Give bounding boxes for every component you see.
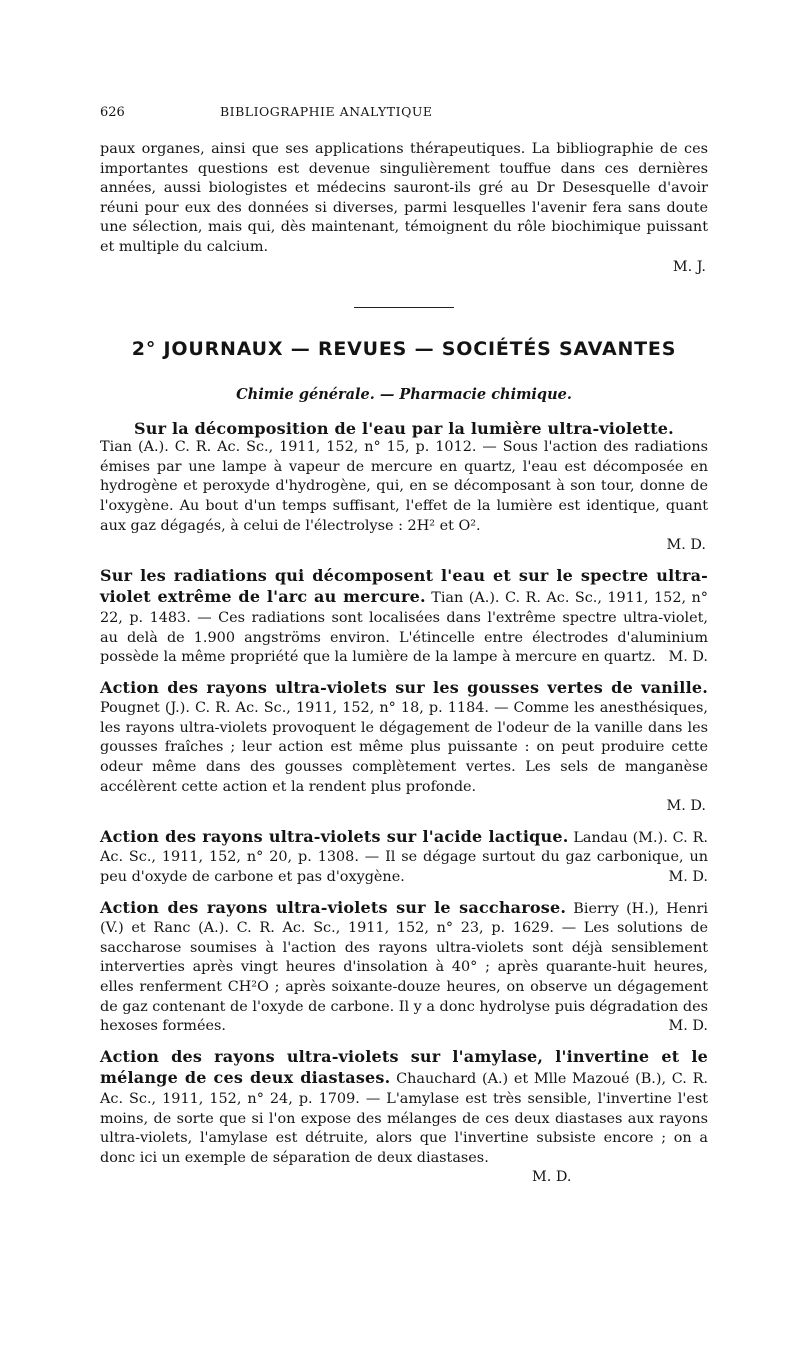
entry-title: Sur les radiations qui décomposent l'eau et sur le spectre ultra-violet extrême de l'arc au mercure.	[100, 565, 708, 607]
entry	[100, 827, 708, 888]
section-number: 2°	[131, 338, 157, 361]
intro-text: paux organes, ainsi que ses applications thérapeutiques. La bibliographie de ces importantes questions est devenue singulièrement touffue dans ces dernières années, aussi biologistes et médecins sauront-ils gré au Dr Desesquelle d'avoir réuni pour eux des données si diverses, parmi lesquelles l'avenir fera sans doute une sélection, mais qui, dès maintenant, témoignent du rôle biochimique puissant et multiple du calcium.	[100, 141, 708, 255]
section-title: JOURNAUX — REVUES — SOCIÉTÉS SAVANTES	[163, 338, 677, 361]
entry-citation: Landau (M.). C. R. Ac. Sc., 1911, 152, n° 20, p. 1308.	[100, 829, 708, 866]
intro-signature: M. J.	[672, 258, 706, 275]
entry-signature: M. D.	[668, 649, 708, 666]
page	[100, 104, 708, 1198]
entry-title: Action des rayons ultra-violets sur l'acide lactique.	[100, 826, 569, 846]
entry-title: Action des rayons ultra-violets sur l'amylase, l'invertine et le mélange de ces deux diastases.	[100, 1046, 708, 1088]
intro-paragraph	[100, 140, 708, 258]
entry-signature: M. D.	[666, 537, 706, 554]
entry-text: — L'amylase est très sensible, l'invertine l'est moins, de sorte que si l'on expose des mélanges de ces deux diastases aux rayons ultra-violets, l'amylase est détruite, alors que l'invertine subsiste encore ; on a donc ici un exemple de séparation de deux diastases.	[100, 1090, 709, 1166]
entry-body	[100, 438, 708, 536]
section-heading	[100, 338, 708, 360]
page-number: 626	[100, 105, 125, 120]
entry-body	[100, 566, 708, 668]
entry-body	[100, 1047, 708, 1169]
entry-text: — Les solutions de saccharose soumises à l'action des rayons ultra-violets sont déjà sensiblement interverties après vingt heures d'insolation à 40° ; après quarante-huit heures, elles renferment CH²O ; après soixante-douze heures, on observe un dégagement de gaz contenant de l'oxyde de carbone. Il y a donc hydrolyse puis dégradation des hexoses formées.	[100, 920, 709, 1035]
entry-body	[100, 678, 708, 798]
entry-signature: M. D.	[668, 1018, 708, 1035]
running-header	[100, 104, 708, 126]
entry-body	[100, 898, 708, 1037]
entry	[100, 1047, 708, 1188]
entry-title: Action des rayons ultra-violets sur le saccharose.	[100, 897, 567, 917]
entry	[100, 419, 708, 556]
entry-text: — Ces radiations sont localisées dans l'extrême spectre ultra-violet, au delà de 1.900 angströms environ. L'étincelle entre électrodes d'aluminium possède la même propriété que la lumière de la lampe à mercure en quartz.	[100, 609, 708, 666]
entry-body	[100, 827, 708, 888]
running-title: BIBLIOGRAPHIE ANALYTIQUE	[220, 104, 433, 119]
entry-signature: M. D.	[668, 869, 708, 886]
entry-citation: Tian (A.). C. R. Ac. Sc., 1911, 152, n° 22, p. 1483.	[100, 590, 708, 626]
entry-citation: Tian (A.). C. R. Ac. Sc., 1911, 152, n° 15, p. 1012.	[100, 439, 477, 456]
entry	[100, 898, 708, 1037]
entry-citation: Chauchard (A.) et Mlle Mazoué (B.), C. R. Ac. Sc., 1911, 152, n° 24, p. 1709.	[100, 1071, 708, 1107]
entry-citation: Bierry (H.), Henri (V.) et Ranc (A.). C. R. Ac. Sc., 1911, 152, n° 23, p. 1629.	[100, 900, 708, 937]
entry-title: Sur la décomposition de l'eau par la lumière ultra-violette.	[134, 419, 674, 439]
entry	[100, 566, 708, 668]
entry	[100, 678, 708, 817]
section-subtitle: Chimie générale. — Pharmacie chimique.	[236, 386, 572, 404]
entry-text: — Sous l'action des radiations émises par une lampe à vapeur de mercure en quartz, l'eau est décomposée en hydrogène et peroxyde d'hydrogène, qui, en se décomposant à son tour, donne de l'oxygène. Au bout d'un temps suffisant, l'effet de la lumière est identique, quant aux gaz dégagés, à celui de l'électrolyse : 2H² et O².	[100, 439, 708, 534]
entry-signature: M. D.	[532, 1169, 572, 1186]
section-divider	[354, 307, 454, 308]
entry-text: — Il se dégage surtout du gaz carbonique, un peu d'oxyde de carbone et pas d'oxygène.	[100, 849, 708, 886]
entry-signature: M. D.	[666, 798, 706, 815]
entry-citation: Pougnet (J.). C. R. Ac. Sc., 1911, 152, n° 18, p. 1184.	[100, 700, 489, 717]
entry-text: — Comme les anesthésiques, les rayons ultra-violets provoquent le dégagement de l'odeur de la vanille dans les gousses fraîches ; leur action est même plus puissante : on peut produire cette odeur même dans des gousses complètement vertes. Les sels de manganèse accélèrent cette action et la rendent plus profonde.	[100, 700, 708, 795]
entry-title: Action des rayons ultra-violets sur les gousses vertes de vanille.	[100, 677, 708, 697]
